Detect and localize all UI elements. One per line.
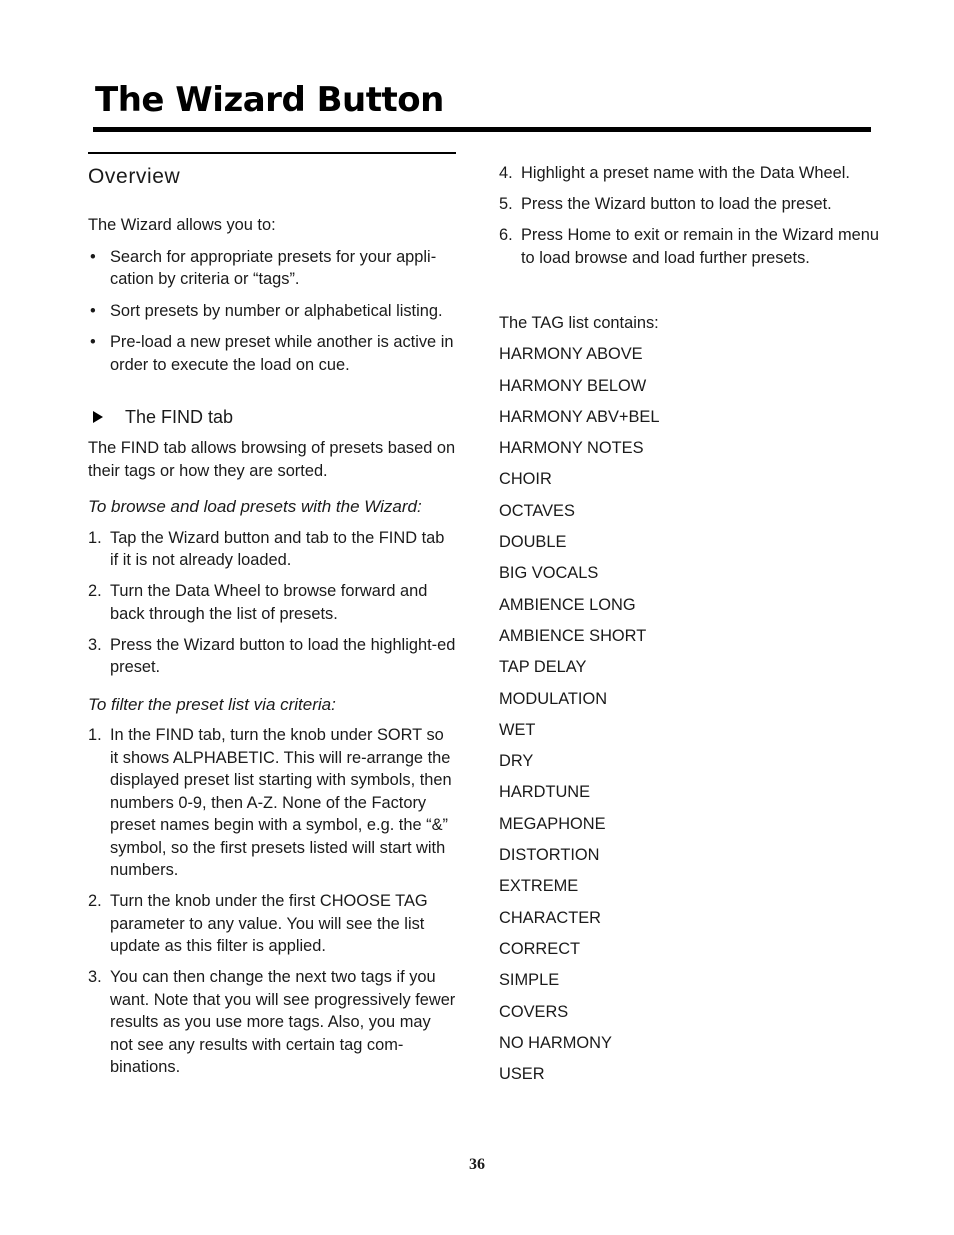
overview-bullet-list bbox=[88, 246, 456, 377]
browse-procedure-heading: To browse and load presets with the Wizard: bbox=[88, 497, 422, 516]
filter-procedure-heading: To filter the preset list via criteria: bbox=[88, 694, 336, 714]
overview-intro: The Wizard allows you to: bbox=[88, 216, 276, 234]
tag-item: MODULATION bbox=[499, 689, 608, 708]
tag-item: SIMPLE bbox=[499, 971, 560, 990]
page-title: The Wizard Button bbox=[95, 80, 444, 120]
step-text: Press the Wizard button to load the preset. bbox=[521, 195, 832, 213]
tag-item: HARMONY ABOVE bbox=[499, 345, 643, 364]
step-text: Press Home to exit or remain in the Wizard menu to load browse and load further presets. bbox=[521, 226, 879, 267]
filter-step bbox=[499, 162, 879, 185]
tag-item: AMBIENCE SHORT bbox=[499, 626, 647, 645]
tag-item: EXTREME bbox=[499, 877, 579, 896]
tag-item: CORRECT bbox=[499, 939, 581, 958]
tag-item: MEGAPHONE bbox=[499, 814, 606, 833]
tag-item: DOUBLE bbox=[499, 533, 567, 552]
tag-item: BIG VOCALS bbox=[499, 564, 599, 583]
step-number: 1. bbox=[88, 528, 102, 547]
right-column bbox=[499, 162, 879, 1094]
step-text: Press the Wizard button to load the highlight-ed preset. bbox=[110, 635, 456, 676]
filter-step bbox=[499, 224, 879, 269]
tag-item: COVERS bbox=[499, 1002, 569, 1021]
left-column bbox=[88, 152, 456, 1087]
step-text: Tap the Wizard button and tab to the FIND tab if it is not already loaded. bbox=[110, 528, 445, 569]
filter-step bbox=[88, 966, 456, 1079]
find-tab-heading-text: The FIND tab bbox=[125, 407, 234, 427]
tag-item: TAP DELAY bbox=[499, 658, 587, 677]
tag-item: AMBIENCE LONG bbox=[499, 595, 636, 614]
tag-item: OCTAVES bbox=[499, 501, 575, 520]
step-text: Turn the Data Wheel to browse forward and back through the list of presets. bbox=[110, 582, 428, 623]
step-number: 2. bbox=[88, 892, 102, 910]
browse-steps bbox=[88, 527, 456, 679]
step-text: In the FIND tab, turn the knob under SORT so it shows ALPHABETIC. This will re-arrange the displayed preset list starting with symbols, then numbers 0-9, then A-Z. None of the Factory preset names begin with a symbol, e.g. the “&” symbol, so the first presets listed will start with numbers. bbox=[110, 726, 452, 879]
tag-item: USER bbox=[499, 1065, 545, 1084]
step-text: Turn the knob under the first CHOOSE TAG parameter to any value. You will see the list update as this filter is applied. bbox=[110, 892, 428, 955]
tag-item: HARDTUNE bbox=[499, 783, 591, 802]
tag-item: WET bbox=[499, 720, 536, 739]
page-number: 36 bbox=[469, 1156, 485, 1173]
find-tab-heading bbox=[88, 405, 456, 429]
tag-item: HARMONY NOTES bbox=[499, 439, 644, 458]
step-number: 1. bbox=[88, 726, 102, 744]
browse-step bbox=[88, 634, 456, 679]
step-number: 5. bbox=[499, 195, 513, 213]
tag-item: NO HARMONY bbox=[499, 1033, 612, 1052]
triangle-bullet-icon bbox=[93, 411, 103, 423]
step-text: Highlight a preset name with the Data Wheel. bbox=[521, 164, 850, 182]
overview-heading: Overview bbox=[88, 165, 181, 188]
overview-bullet: • Sort presets by number or alphabetical listing. bbox=[88, 300, 456, 323]
tag-item: HARMONY ABV+BEL bbox=[499, 407, 660, 426]
find-tab-description: The FIND tab allows browsing of presets based on their tags or how they are sorted. bbox=[88, 439, 456, 480]
tag-item: DRY bbox=[499, 752, 534, 771]
tag-item: CHOIR bbox=[499, 470, 552, 489]
filter-step bbox=[88, 890, 456, 958]
filter-steps-left bbox=[88, 724, 456, 1079]
step-text: You can then change the next two tags if you want. Note that you will see progressively fewer results as you use more tags. Also, you may not see any results with certain tag com-binations. bbox=[110, 968, 456, 1076]
tag-list bbox=[499, 343, 879, 1085]
browse-step bbox=[88, 527, 456, 572]
step-number: 3. bbox=[88, 968, 102, 986]
step-number: 3. bbox=[88, 635, 102, 654]
section-rule bbox=[88, 152, 456, 154]
step-number: 6. bbox=[499, 226, 513, 244]
overview-bullet: • Search for appropriate presets for your appli-cation by criteria or “tags”. bbox=[88, 246, 456, 291]
filter-step bbox=[499, 193, 879, 216]
browse-step bbox=[88, 580, 456, 625]
step-number: 4. bbox=[499, 164, 513, 182]
tag-item: HARMONY BELOW bbox=[499, 376, 647, 395]
tag-item: CHARACTER bbox=[499, 908, 601, 927]
filter-steps-right bbox=[499, 162, 879, 269]
filter-step bbox=[88, 724, 456, 882]
tag-item: DISTORTION bbox=[499, 846, 600, 865]
overview-bullet: • Pre-load a new preset while another is active in order to execute the load on cue. bbox=[88, 331, 456, 376]
step-number: 2. bbox=[88, 582, 102, 600]
tag-list-intro: The TAG list contains: bbox=[499, 314, 659, 332]
title-rule bbox=[93, 127, 871, 132]
